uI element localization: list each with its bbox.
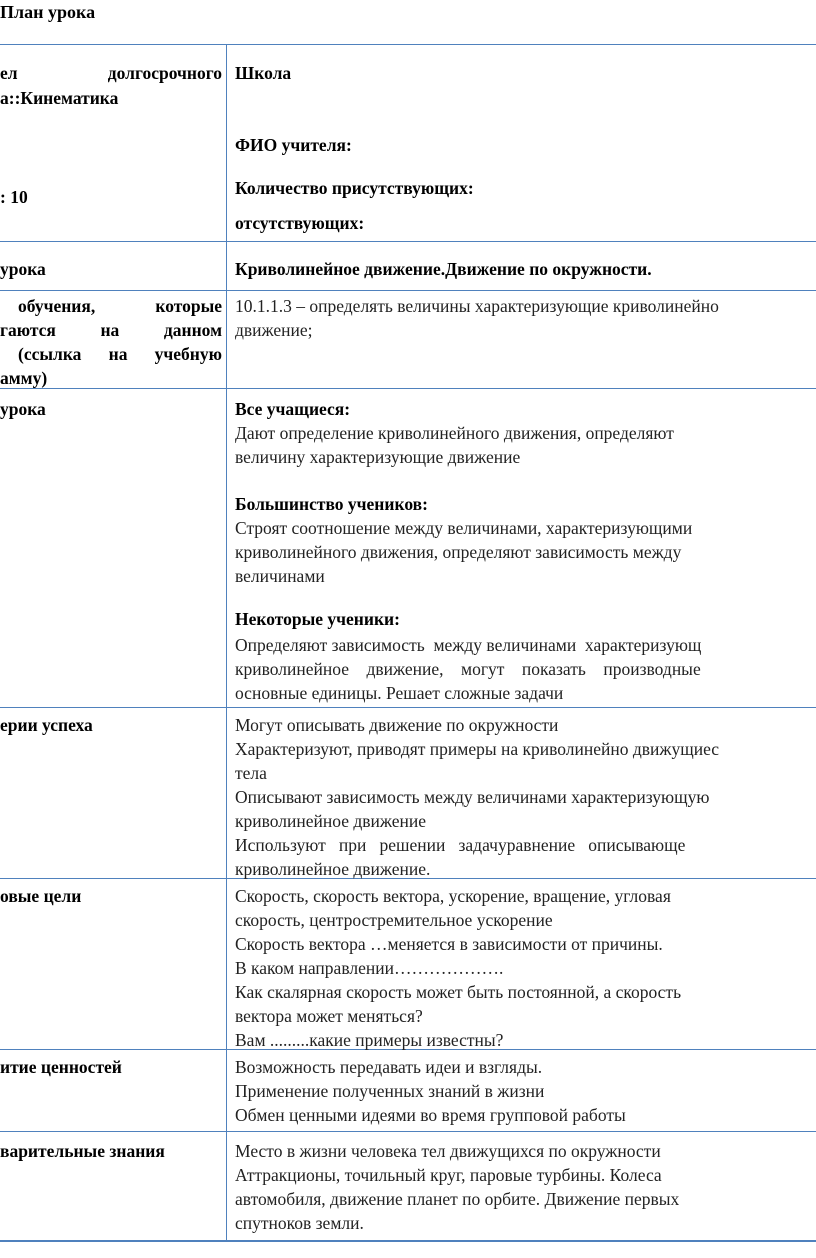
header-left-line1-b: долгосрочного	[107, 63, 222, 83]
language-line: Как скалярная скорость может быть постоянной, а скорость	[235, 982, 682, 1002]
header-grade: : 10	[0, 187, 28, 207]
goals-line: 10.1.1.3 – определять величины характеризующие криволинейно	[235, 296, 719, 316]
topic-label: урока	[0, 259, 46, 279]
row-divider	[0, 1131, 816, 1132]
goals-label-word: (ссылка	[18, 344, 82, 364]
values-label: итие ценностей	[0, 1057, 122, 1077]
goals-label-word: на	[100, 320, 120, 340]
criteria-label: ерии успеха	[0, 715, 93, 735]
objectives-most-title: Большинство учеников:	[235, 494, 428, 514]
goals-line: движение;	[235, 320, 313, 340]
criteria-line: Характеризуют, приводят примеры на криволинейно движущиес	[235, 739, 720, 759]
objectives-some-line: основные единицы. Решает сложные задачи	[235, 683, 564, 703]
prior-line: Место в жизни человека тел движущихся по окружности	[235, 1141, 661, 1161]
topic-value: Криволинейное движение.Движение по окружности.	[235, 259, 652, 279]
goals-label-word: которые	[155, 296, 222, 316]
language-goals-label: овые цели	[0, 886, 82, 906]
criteria-line: криволинейное движение.	[235, 859, 431, 879]
row-divider	[0, 707, 816, 708]
present-label: Количество присутствующих:	[235, 178, 474, 198]
objectives-all-title: Все учащиеся:	[235, 399, 351, 419]
objectives-most-line: величинами	[235, 566, 325, 586]
absent-label: отсутствующих:	[235, 213, 365, 233]
column-divider	[226, 45, 227, 1241]
header-left-line1-a: ел	[0, 63, 18, 83]
criteria-line: Могут описывать движение по окружности	[235, 715, 559, 735]
goals-label-word: учебную	[154, 344, 222, 364]
objectives-most-line: криволинейного движения, определяют зависимость между	[235, 542, 682, 562]
values-line: Возможность передавать идеи и взгляды.	[235, 1057, 543, 1077]
objectives-some-line: Определяют зависимость между величинами характеризующ	[235, 635, 702, 655]
language-line: вектора может меняться?	[235, 1006, 423, 1026]
criteria-line: тела	[235, 763, 267, 783]
objectives-some-title: Некоторые ученики:	[235, 609, 400, 629]
prior-line: Аттракционы, точильный круг, паровые турбины. Колеса	[235, 1165, 662, 1185]
objectives-some-line: криволинейное движение, могут показать производные	[235, 659, 701, 679]
prior-line: спутноков земли.	[235, 1213, 364, 1233]
criteria-line: Используют при решении задачуравнение описывающе	[235, 835, 686, 855]
row-divider	[0, 290, 816, 291]
row-divider	[0, 241, 816, 242]
objectives-all-line: Дают определение криволинейного движения, определяют	[235, 423, 674, 443]
criteria-line: Описывают зависимость между величинами характеризующую	[235, 787, 710, 807]
goals-label-word: данном	[163, 320, 222, 340]
teacher-label: ФИО учителя:	[235, 135, 352, 155]
language-line: скорость, центростремительное ускорение	[235, 910, 553, 930]
page-title: План урока	[0, 2, 96, 22]
goals-label-word: на	[108, 344, 128, 364]
goals-label-word: амму)	[0, 368, 48, 388]
table-bottom-border	[0, 1240, 816, 1242]
goals-label-word: гаются	[0, 320, 56, 340]
header-left-line2: а::Кинематика	[0, 88, 119, 108]
prior-knowledge-label: варительные знания	[0, 1141, 165, 1161]
values-line: Обмен ценными идеями во время групповой работы	[235, 1105, 626, 1125]
language-line: Скорость вектора …меняется в зависимости от причины.	[235, 934, 663, 954]
objectives-label: урока	[0, 399, 46, 419]
language-line: Скорость, скорость вектора, ускорение, вращение, угловая	[235, 886, 671, 906]
objectives-all-line: величину характеризующие движение	[235, 447, 521, 467]
values-line: Применение полученных знаний в жизни	[235, 1081, 545, 1101]
criteria-line: криволинейное движение	[235, 811, 427, 831]
language-line: В каком направлении……………….	[235, 958, 504, 978]
language-line: Вам .........какие примеры известны?	[235, 1030, 504, 1050]
school-label: Школа	[235, 63, 292, 83]
goals-label-word: обучения,	[18, 296, 96, 316]
prior-line: автомобиля, движение планет по орбите. Движение первых	[235, 1189, 680, 1209]
table-top-border	[0, 44, 816, 45]
objectives-most-line: Строят соотношение между величинами, характеризующими	[235, 518, 693, 538]
